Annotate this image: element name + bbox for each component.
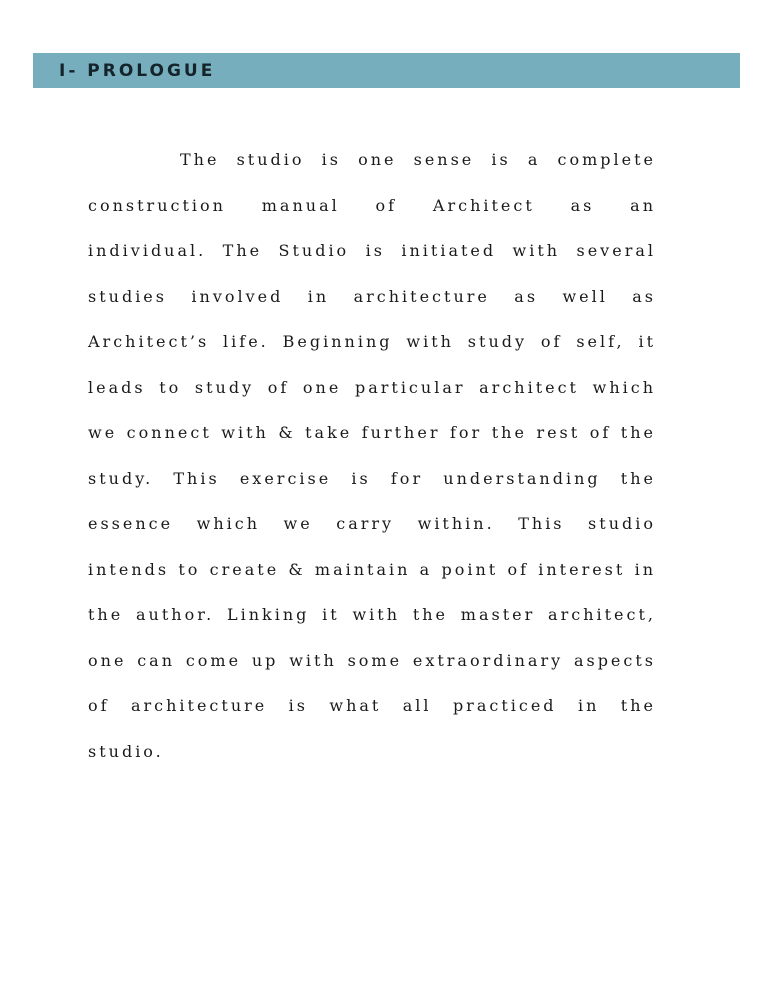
paragraph-line: study. This exercise is for understanding the <box>88 468 656 488</box>
section-header <box>33 53 740 88</box>
paragraph-line: leads to study of one particular architect which <box>88 377 656 397</box>
paragraph-line: essence which we carry within. This studio <box>88 514 656 533</box>
prologue-paragraph <box>88 137 656 774</box>
paragraph-line: the author. Linking it with the master architect, <box>88 605 656 624</box>
paragraph-line: one can come up with some extraordinary aspects <box>88 650 656 670</box>
paragraph-line: individual. The Studio is initiated with several <box>88 241 656 260</box>
section-title: I- PROLOGUE <box>59 60 216 81</box>
paragraph-line: intends to create & maintain a point of interest in <box>88 559 656 579</box>
paragraph-line: The studio is one sense is a complete <box>180 150 656 169</box>
paragraph-line: studio. <box>88 741 164 761</box>
paragraph-line: construction manual of Architect as an <box>88 195 656 215</box>
paragraph-line: studies involved in architecture as well as <box>88 286 656 306</box>
paragraph-line: Architect’s life. Beginning with study of self, it <box>88 332 656 351</box>
paragraph-line: of architecture is what all practiced in the <box>88 696 656 715</box>
paragraph-line: we connect with & take further for the rest of the <box>88 423 656 442</box>
